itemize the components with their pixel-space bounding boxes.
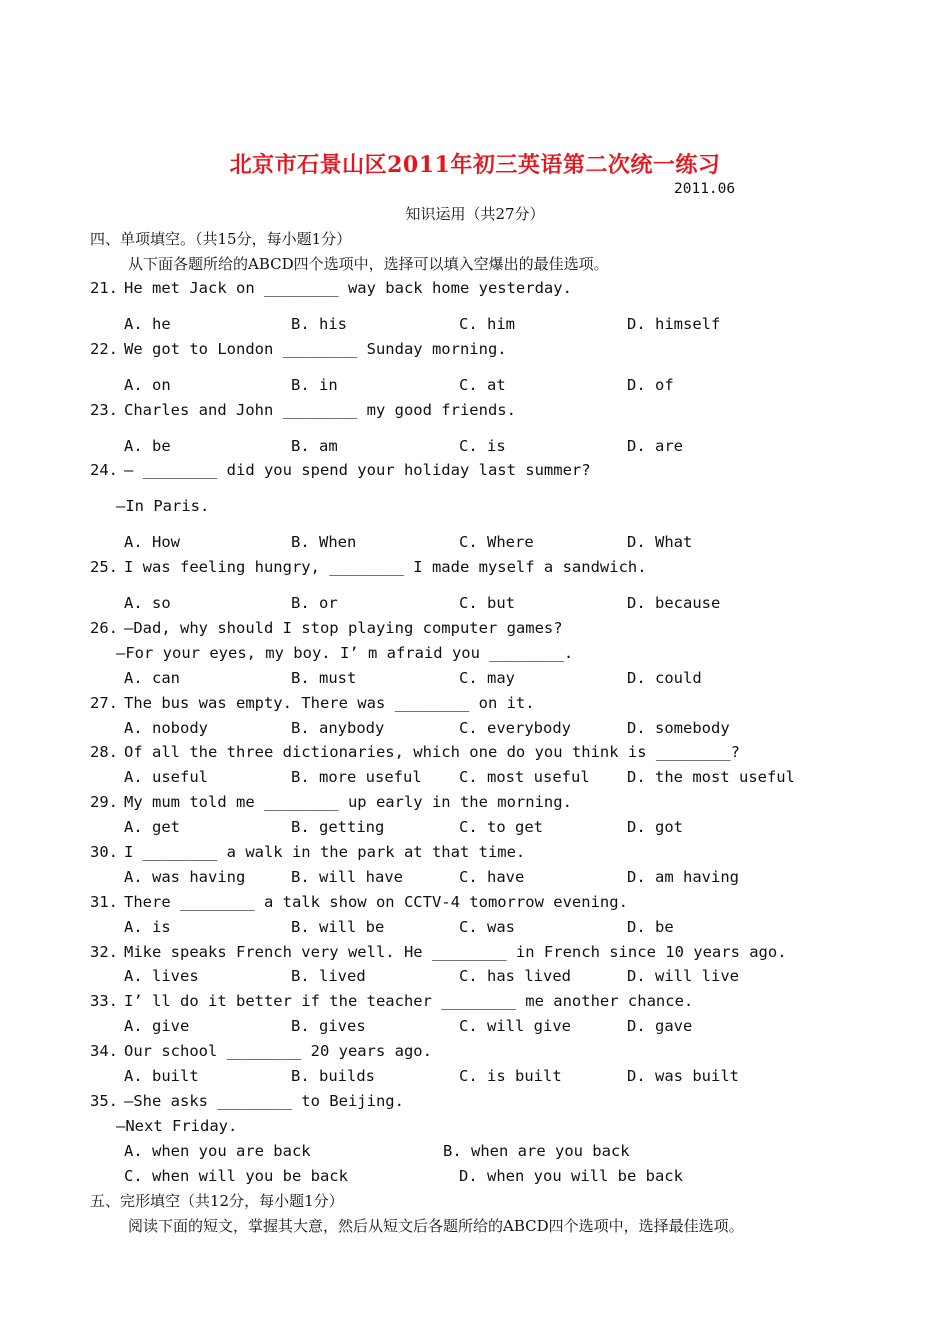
question-text: Mike speaks French very well. He ________ in French since 10 years ago. xyxy=(124,943,787,961)
question-34-option-d: D. was built xyxy=(627,1067,739,1085)
question-34-stem xyxy=(90,1042,432,1060)
question-31-stem xyxy=(90,893,628,911)
question-number: 21. xyxy=(90,279,118,297)
question-30-option-c: C. have xyxy=(459,868,525,886)
question-27-option-d: D. somebody xyxy=(627,719,730,737)
question-32-stem xyxy=(90,943,787,961)
question-35-option-c: C. when will you be back xyxy=(124,1167,348,1185)
question-text: —Dad, why should I stop playing computer games? xyxy=(124,619,563,637)
question-25-option-d: D. because xyxy=(627,594,721,612)
question-33-option-b: B. gives xyxy=(291,1017,366,1035)
question-32-option-a: A. lives xyxy=(124,967,199,985)
question-number: 30. xyxy=(90,843,118,861)
question-29-option-c: C. to get xyxy=(459,818,543,836)
question-35-option-a: A. when you are back xyxy=(124,1142,311,1160)
question-28-option-d: D. the most useful xyxy=(627,768,795,786)
question-33-stem xyxy=(90,992,693,1010)
question-25-option-c: C. but xyxy=(459,594,515,612)
question-33-option-d: D. gave xyxy=(627,1017,693,1035)
question-text: Our school ________ 20 years ago. xyxy=(124,1042,432,1060)
question-21-option-b: B. his xyxy=(291,315,347,333)
question-31-option-d: D. be xyxy=(627,918,674,936)
question-30-stem xyxy=(90,843,525,861)
question-text: I ________ a walk in the park at that time. xyxy=(124,843,526,861)
question-number: 24. xyxy=(90,461,118,479)
question-27-option-a: A. nobody xyxy=(124,719,208,737)
question-33-option-c: C. will give xyxy=(459,1017,571,1035)
question-text: We got to London ________ Sunday morning. xyxy=(124,340,507,358)
question-text: Of all the three dictionaries, which one do you think is ________? xyxy=(124,743,740,761)
question-32-option-c: C. has lived xyxy=(459,967,571,985)
document-title: 北京市石景山区2011年初三英语第二次统一练习 xyxy=(229,152,721,178)
section-4-instruction: 从下面各题所给的ABCD四个选项中，选择可以填入空爆出的最佳选项。 xyxy=(128,255,609,273)
question-24-option-c: C. Where xyxy=(459,533,534,551)
question-31-option-b: B. will be xyxy=(291,918,385,936)
question-23-option-d: D. are xyxy=(627,437,683,455)
question-25-option-a: A. so xyxy=(124,594,171,612)
question-30-option-d: D. am having xyxy=(627,868,739,886)
question-28-option-c: C. most useful xyxy=(459,768,590,786)
question-number: 22. xyxy=(90,340,118,358)
question-23-option-c: C. is xyxy=(459,437,506,455)
question-22-option-c: C. at xyxy=(459,376,506,394)
question-22-option-a: A. on xyxy=(124,376,171,394)
question-26-option-d: D. could xyxy=(627,669,702,687)
question-21-stem xyxy=(90,279,572,297)
question-26-reply: —For your eyes, my boy. I’ m afraid you ________. xyxy=(116,644,574,662)
question-26-stem xyxy=(90,619,563,637)
question-21-option-d: D. himself xyxy=(627,315,721,333)
question-35-option-b: B. when are you back xyxy=(443,1142,630,1160)
question-30-option-b: B. will have xyxy=(291,868,403,886)
question-number: 26. xyxy=(90,619,118,637)
question-text: I’ ll do it better if the teacher ________ me another chance. xyxy=(124,992,694,1010)
question-22-option-b: B. in xyxy=(291,376,338,394)
question-35-reply: —Next Friday. xyxy=(116,1117,238,1135)
question-22-stem xyxy=(90,340,507,358)
question-29-stem xyxy=(90,793,572,811)
question-32-option-b: B. lived xyxy=(291,967,366,985)
question-33-option-a: A. give xyxy=(124,1017,190,1035)
question-31-option-a: A. is xyxy=(124,918,171,936)
question-30-option-a: A. was having xyxy=(124,868,246,886)
question-34-option-c: C. is built xyxy=(459,1067,562,1085)
question-34-option-b: B. builds xyxy=(291,1067,375,1085)
question-25-stem xyxy=(90,558,647,576)
question-23-option-b: B. am xyxy=(291,437,338,455)
question-24-option-d: D. What xyxy=(627,533,693,551)
section-5-heading: 五、完形填空（共12分，每小题1分） xyxy=(90,1192,344,1210)
question-29-option-b: B. getting xyxy=(291,818,385,836)
question-32-option-d: D. will live xyxy=(627,967,739,985)
question-number: 35. xyxy=(90,1092,118,1110)
question-21-option-a: A. he xyxy=(124,315,171,333)
question-number: 31. xyxy=(90,893,118,911)
question-text: There ________ a talk show on CCTV-4 tomorrow evening. xyxy=(124,893,628,911)
question-number: 33. xyxy=(90,992,118,1010)
question-27-stem xyxy=(90,694,535,712)
question-text: My mum told me ________ up early in the morning. xyxy=(124,793,572,811)
question-text: He met Jack on ________ way back home yesterday. xyxy=(124,279,572,297)
question-text: —She asks ________ to Beijing. xyxy=(124,1092,404,1110)
question-25-option-b: B. or xyxy=(291,594,338,612)
question-27-option-b: B. anybody xyxy=(291,719,385,737)
question-text: Charles and John ________ my good friends. xyxy=(124,401,516,419)
question-text: — ________ did you spend your holiday last summer? xyxy=(124,461,591,479)
question-28-stem xyxy=(90,743,740,761)
question-number: 28. xyxy=(90,743,118,761)
question-26-option-a: A. can xyxy=(124,669,180,687)
question-24-option-a: A. How xyxy=(124,533,180,551)
question-22-option-d: D. of xyxy=(627,376,674,394)
question-number: 25. xyxy=(90,558,118,576)
question-text: I was feeling hungry, ________ I made myself a sandwich. xyxy=(124,558,647,576)
section-4-heading: 四、单项填空。（共15分，每小题1分） xyxy=(90,230,352,248)
question-number: 27. xyxy=(90,694,118,712)
question-34-option-a: A. built xyxy=(124,1067,199,1085)
question-24-stem xyxy=(90,461,591,479)
section-5-instruction: 阅读下面的短文，掌握其大意，然后从短文后各题所给的ABCD四个选项中，选择最佳选项。 xyxy=(128,1217,744,1235)
question-number: 32. xyxy=(90,943,118,961)
question-23-stem xyxy=(90,401,516,419)
question-35-stem xyxy=(90,1092,404,1110)
question-21-option-c: C. him xyxy=(459,315,515,333)
question-number: 29. xyxy=(90,793,118,811)
question-29-option-a: A. get xyxy=(124,818,180,836)
question-31-option-c: C. was xyxy=(459,918,515,936)
question-number: 23. xyxy=(90,401,118,419)
question-35-option-d: D. when you will be back xyxy=(459,1167,683,1185)
question-23-option-a: A. be xyxy=(124,437,171,455)
question-27-option-c: C. everybody xyxy=(459,719,571,737)
document-date: 2011.06 xyxy=(674,181,736,197)
question-24-reply: —In Paris. xyxy=(116,497,210,515)
question-28-option-a: A. useful xyxy=(124,768,208,786)
question-29-option-d: D. got xyxy=(627,818,683,836)
question-24-option-b: B. When xyxy=(291,533,357,551)
section-subtitle: 知识运用（共27分） xyxy=(405,205,545,223)
question-28-option-b: B. more useful xyxy=(291,768,422,786)
question-text: The bus was empty. There was ________ on it. xyxy=(124,694,535,712)
question-number: 34. xyxy=(90,1042,118,1060)
question-26-option-c: C. may xyxy=(459,669,515,687)
question-26-option-b: B. must xyxy=(291,669,357,687)
